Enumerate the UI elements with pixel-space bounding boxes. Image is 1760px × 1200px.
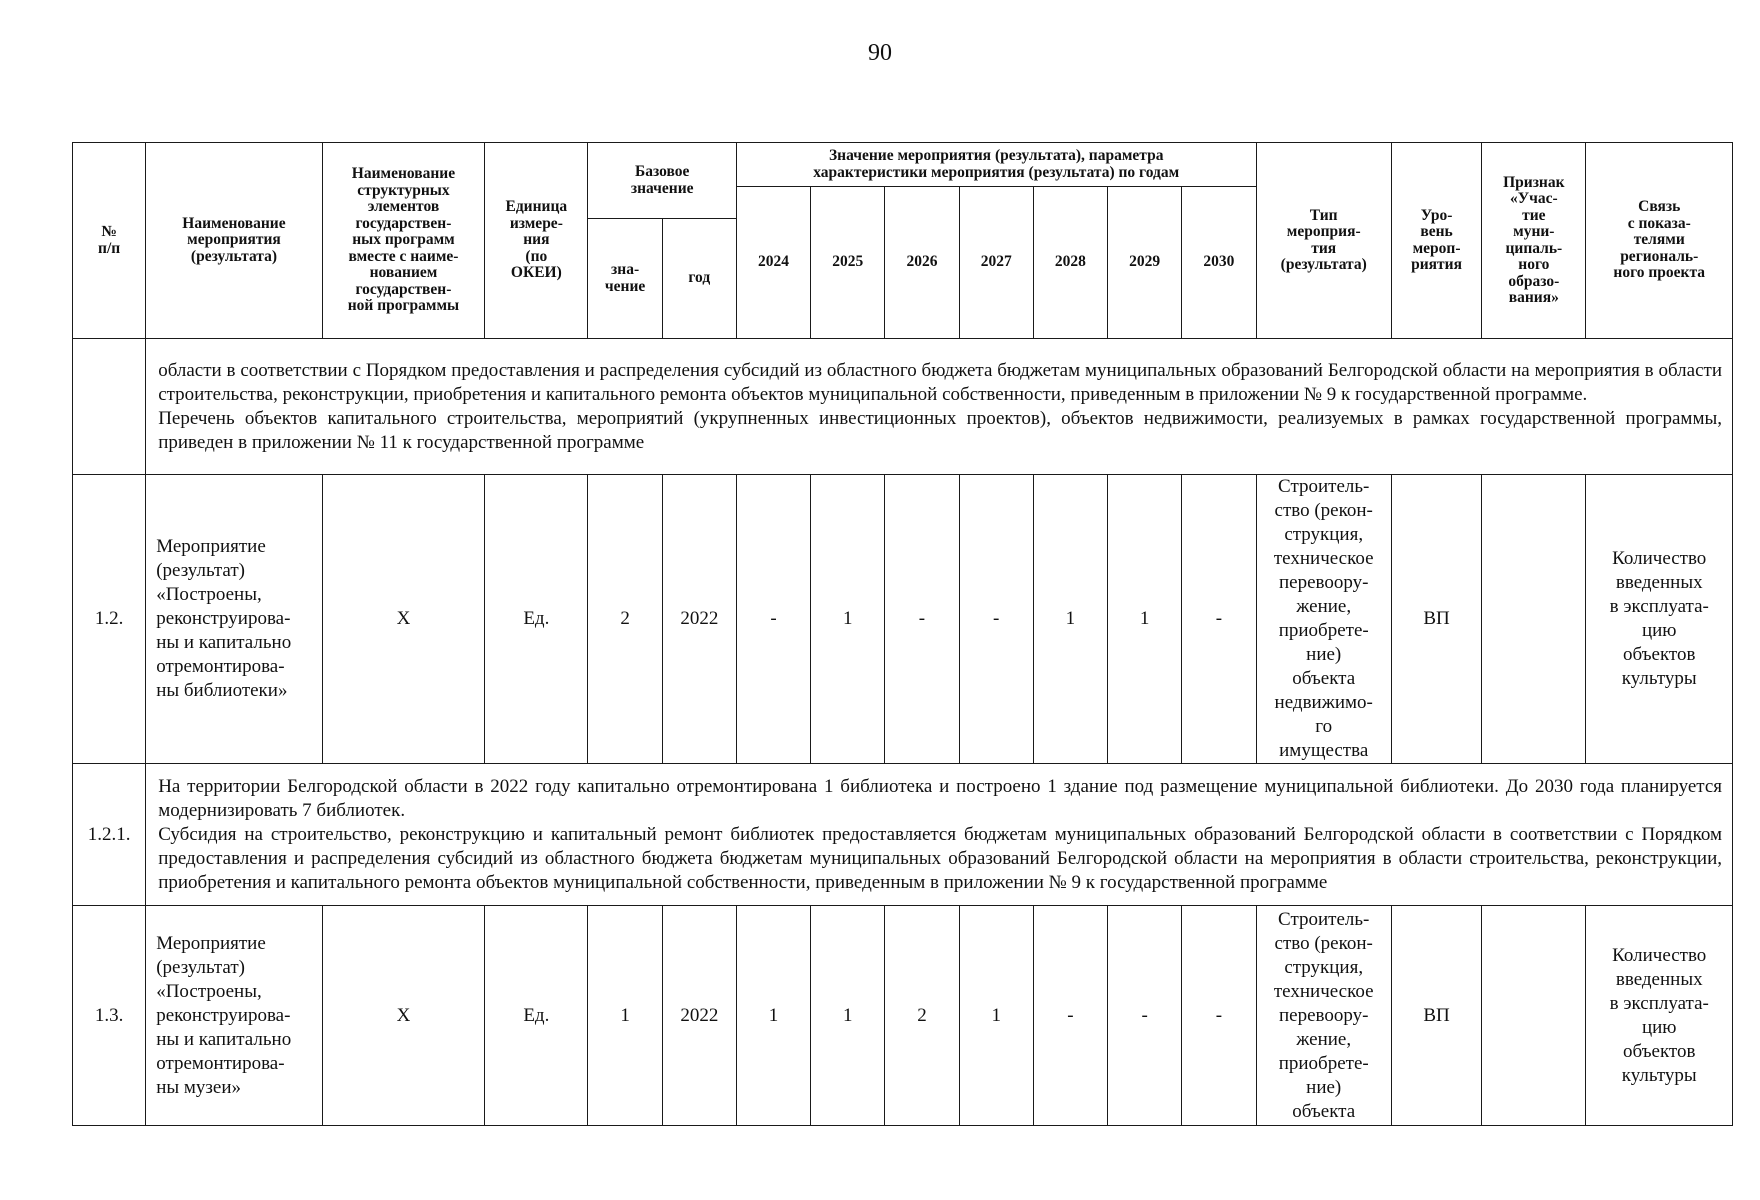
page-number: 90 [868, 40, 892, 66]
year-value: 1 [1033, 475, 1107, 764]
paragraph: области в соответствии с Порядком предоставления и распределения субсидий из областного бюджета бюджетам муниципальных образований Белгородской области на мероприятия в области строительства, реконструкции, приобретения и капитального ремонта объектов муниципальной собственности, приведенным в приложении № 9 к государственной программе. [158, 359, 1722, 405]
header-base [588, 143, 736, 219]
cell-line: Количество [1612, 944, 1707, 966]
paragraph: Перечень объектов капитального строительства, мероприятий (укрупненных инвестиционных проектов), объектов недвижимости, реализуемых в рамках государственной программы, приведен в приложении № 11 к государственной программе [158, 407, 1722, 453]
cell-line: техническое [1273, 548, 1374, 569]
cell-line: приобрете- [1278, 1052, 1369, 1074]
table-header [73, 143, 1733, 339]
header-line: муни- [1513, 223, 1555, 240]
cell-line: объекта [1292, 1100, 1356, 1122]
cell-line: перевоору- [1278, 1004, 1369, 1026]
row-number: 1.3. [73, 906, 146, 1126]
cell-line: (результат) [156, 956, 245, 978]
header-year-2029: 2029 [1108, 187, 1182, 339]
year-value: 1 [811, 475, 885, 764]
row-text-block [146, 764, 1733, 906]
table-body [73, 339, 1733, 1126]
header-line: Тип [1309, 206, 1338, 224]
cell-line: Мероприятие [156, 932, 266, 954]
cell-line: ние) [1306, 644, 1342, 665]
year-value: 1 [811, 906, 885, 1126]
year-value: - [1033, 906, 1107, 1126]
header-year-2026: 2026 [885, 187, 959, 339]
header-line: вместе с наиме- [348, 247, 459, 265]
header-no [73, 143, 146, 339]
base-value: 1 [588, 906, 662, 1126]
header-level [1391, 143, 1481, 339]
header-name [146, 143, 323, 339]
header-year-2030: 2030 [1182, 187, 1256, 339]
measure-level: ВП [1391, 475, 1481, 764]
cell-line: ны библиотеки» [156, 680, 288, 701]
unit: Ед. [485, 475, 588, 764]
measure-level: ВП [1391, 906, 1481, 1126]
regional-link [1586, 475, 1733, 764]
cell-line: культуры [1621, 668, 1697, 689]
cell-line: техническое [1273, 980, 1374, 1002]
cell-line: ны музеи» [156, 1076, 242, 1098]
header-line: (результата) [1280, 256, 1367, 273]
year-value: 1 [959, 906, 1033, 1126]
year-value: 1 [1108, 475, 1182, 764]
cell-line: «Построены, [156, 584, 262, 605]
cell-line: струкция, [1284, 524, 1364, 545]
header-line: элементов [367, 198, 440, 216]
paragraph: Субсидия на строительство, реконструкцию и капитальный ремонт библиотек предоставляется бюджетам муниципальных образований Белгородской области в соответствии с Порядком предоставления и распределения субсидий из областного бюджета бюджетам муниципальных образований Белгородской области на мероприятия в области строительства, реконструкции, приобретения и капитального ремонта объектов муниципальной собственности, приведенным в приложении № 9 к государственной программе [158, 823, 1722, 893]
cell-line: объектов [1623, 644, 1696, 665]
header-line: измере- [509, 214, 563, 232]
year-value: 1 [736, 906, 810, 1126]
header-line: риятия [1411, 256, 1462, 273]
header-municipal [1482, 143, 1586, 339]
header-year-2025: 2025 [811, 187, 885, 339]
header-line: мероприятия [187, 231, 281, 249]
cell-line: Количество [1612, 548, 1707, 569]
year-value: - [1108, 906, 1182, 1126]
header-line: Базовое [635, 163, 690, 180]
cell-line: ство (рекон- [1274, 932, 1373, 954]
measures-table [72, 142, 1733, 1126]
cell-line: введенных [1615, 968, 1703, 990]
row-number [73, 339, 146, 475]
header-elements [322, 143, 484, 339]
header-line: Значение мероприятия (результата), параметра [828, 147, 1164, 164]
header-line: (результата) [190, 247, 278, 265]
cell-line: цию [1641, 1016, 1677, 1038]
header-base-value [588, 219, 662, 339]
measure-name [146, 475, 323, 764]
header-line: Уро- [1420, 206, 1453, 224]
header-type [1256, 143, 1391, 339]
cell-line: цию [1641, 620, 1677, 641]
row-number: 1.2.1. [73, 764, 146, 906]
row-number: 1.2. [73, 475, 146, 764]
header-line: вень [1420, 223, 1453, 240]
cell-line: ны и капитально [156, 1028, 292, 1050]
header-line: телями [1633, 231, 1685, 249]
cell-line: ство (рекон- [1274, 500, 1373, 521]
cell-line: имущества [1279, 740, 1369, 761]
cell-line: реконструирова- [156, 1004, 291, 1026]
header-line: зна- [611, 261, 640, 278]
header-line: Связь [1638, 198, 1681, 216]
regional-link [1586, 906, 1733, 1126]
header-line: вания» [1508, 289, 1559, 306]
header-line: Наименование [351, 165, 456, 183]
municipal-flag [1482, 475, 1586, 764]
cell-line: ние) [1306, 1076, 1342, 1098]
year-value: - [959, 475, 1033, 764]
header-line: региональ- [1620, 247, 1699, 265]
table-row [73, 339, 1733, 475]
header-line: п/п [98, 239, 121, 257]
header-line: мероприя- [1286, 223, 1361, 240]
header-year-2027: 2027 [959, 187, 1033, 339]
year-value: 2 [885, 906, 959, 1126]
row-text-block [146, 339, 1733, 475]
year-value: - [1182, 475, 1256, 764]
cell-line: объектов [1623, 1040, 1696, 1062]
header-line: с показа- [1627, 214, 1691, 232]
cell-line: ны и капитально [156, 632, 292, 653]
table-row [73, 764, 1733, 906]
header-line: тия [1311, 239, 1337, 257]
header-yearly [736, 143, 1256, 187]
header-line: государствен- [355, 280, 452, 298]
header-line: тие [1522, 206, 1546, 224]
header-line: ного [1518, 256, 1550, 273]
header-line: ния [523, 231, 550, 249]
structural-elements: Х [322, 475, 484, 764]
cell-line: «Построены, [156, 980, 262, 1002]
header-line: Признак [1503, 173, 1565, 191]
cell-line: культуры [1621, 1064, 1697, 1086]
measure-type [1256, 906, 1391, 1126]
cell-line: Мероприятие [156, 536, 266, 557]
structural-elements: Х [322, 906, 484, 1126]
measure-name [146, 906, 323, 1126]
header-year-2024: 2024 [736, 187, 810, 339]
cell-line: жение, [1296, 1028, 1352, 1050]
cell-line: недвижимо- [1274, 692, 1373, 713]
cell-line: в эксплуата- [1609, 992, 1709, 1014]
header-line: характеристики мероприятия (результата) по годам [813, 163, 1180, 181]
header-line: образо- [1508, 272, 1560, 290]
header-line: ОКЕИ) [510, 264, 562, 282]
base-year: 2022 [662, 475, 736, 764]
cell-line: Строитель- [1278, 908, 1370, 930]
base-year: 2022 [662, 906, 736, 1126]
header-line: «Учас- [1509, 190, 1558, 207]
cell-line: в эксплуата- [1609, 596, 1709, 617]
header-line: значение [630, 179, 694, 197]
year-value: - [885, 475, 959, 764]
cell-line: струкция, [1284, 956, 1364, 978]
year-value: - [1182, 906, 1256, 1126]
header-line: Наименование [182, 214, 286, 232]
cell-line: (результат) [156, 560, 245, 581]
header-line: структурных [357, 181, 450, 199]
header-line: мероп- [1412, 239, 1461, 257]
header-link [1586, 143, 1733, 339]
cell-line: реконструирова- [156, 608, 291, 629]
table-row [73, 475, 1733, 764]
cell-line: перевоору- [1278, 572, 1369, 593]
header-line: (по [525, 247, 548, 265]
base-value: 2 [588, 475, 662, 764]
header-line: Единица [505, 198, 568, 216]
paragraph: На территории Белгородской области в 2022 году капитально отремонтирована 1 библиотека и построено 1 здание под размещение муниципальной библиотеки. До 2030 года планируется модернизировать 7 библиотек. [158, 775, 1722, 821]
cell-line: приобрете- [1278, 620, 1369, 641]
header-line: нованием [369, 264, 438, 282]
cell-line: отремонтирова- [156, 656, 285, 677]
cell-line: жение, [1296, 596, 1352, 617]
cell-line: го [1315, 716, 1333, 737]
header-year-2028: 2028 [1033, 187, 1107, 339]
unit: Ед. [485, 906, 588, 1126]
header-unit [485, 143, 588, 339]
municipal-flag [1482, 906, 1586, 1126]
measure-type [1256, 475, 1391, 764]
header-base-year: год [662, 219, 736, 339]
header-line: чение [604, 277, 646, 295]
header-line: № [101, 223, 117, 240]
header-line: ного проекта [1613, 264, 1706, 282]
year-value: - [736, 475, 810, 764]
header-line: государствен- [355, 214, 452, 232]
cell-line: введенных [1615, 572, 1703, 593]
cell-line: объекта [1292, 668, 1356, 689]
table-row [73, 906, 1733, 1126]
cell-line: Строитель- [1278, 476, 1370, 497]
header-line: ципаль- [1505, 239, 1563, 257]
cell-line: отремонтирова- [156, 1052, 285, 1074]
header-line: ной программы [347, 297, 460, 315]
header-line: ных программ [352, 231, 455, 249]
